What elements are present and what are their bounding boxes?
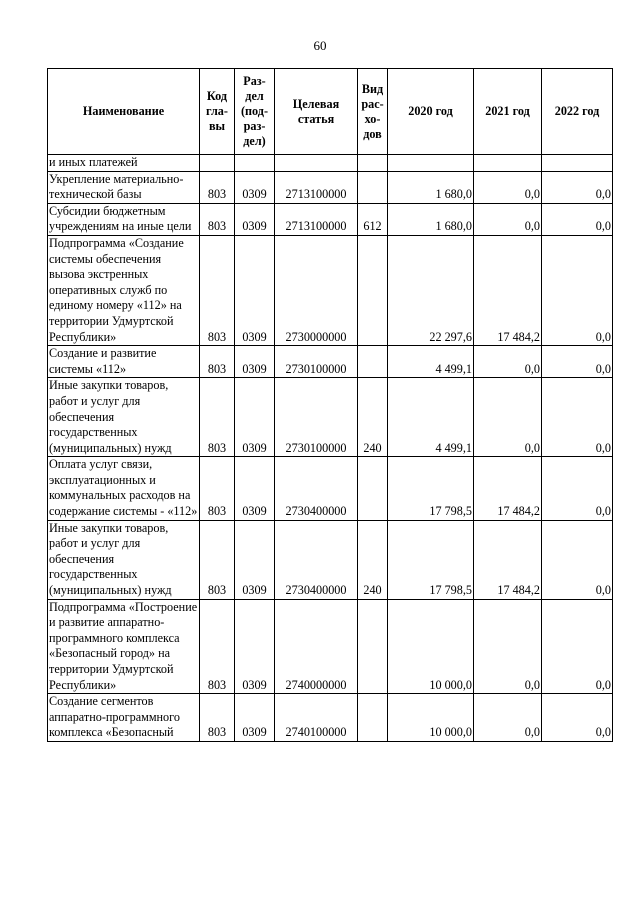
- cell-section: 0309: [235, 520, 275, 599]
- cell-name: Иные закупки товаров, работ и услуг для обеспечения государственных (муниципальных) нужд: [48, 378, 200, 457]
- header-name: Наименование: [48, 69, 200, 155]
- header-kind: Вид рас- хо- дов: [358, 69, 388, 155]
- header-section: Раз- дел (под- раз- дел): [235, 69, 275, 155]
- cell-section: 0309: [235, 599, 275, 694]
- cell-2022: 0,0: [542, 599, 613, 694]
- table-row: [48, 694, 613, 742]
- cell-section: 0309: [235, 378, 275, 457]
- table-row: [48, 155, 613, 172]
- cell-2020: 22 297,6: [388, 235, 474, 345]
- table-row: [48, 599, 613, 694]
- cell-code: 803: [200, 599, 235, 694]
- cell-section: 0309: [235, 171, 275, 203]
- table-row: [48, 203, 613, 235]
- page-number: 60: [313, 38, 327, 53]
- table-row: [48, 378, 613, 457]
- cell-target: 2713100000: [275, 203, 358, 235]
- cell-2020: 4 499,1: [388, 378, 474, 457]
- cell-2021: 0,0: [474, 203, 542, 235]
- header-row: [48, 69, 613, 155]
- cell-kind: 240: [358, 378, 388, 457]
- header-target: Целевая статья: [275, 69, 358, 155]
- cell-2021: 0,0: [474, 171, 542, 203]
- cell-target: 2713100000: [275, 171, 358, 203]
- cell-2021: 0,0: [474, 346, 542, 378]
- cell-2021: 0,0: [474, 378, 542, 457]
- cell-kind: [358, 457, 388, 520]
- cell-section: 0309: [235, 235, 275, 345]
- cell-2020: 1 680,0: [388, 171, 474, 203]
- cell-name: Иные закупки товаров, работ и услуг для обеспечения государственных (муниципальных) нужд: [48, 520, 200, 599]
- table-row: [48, 457, 613, 520]
- cell-name: Оплата услуг связи, эксплуатационных и коммунальных расходов на содержание системы - «112»: [48, 457, 200, 520]
- cell-2022: 0,0: [542, 171, 613, 203]
- cell-kind: [358, 599, 388, 694]
- cell-kind: [358, 235, 388, 345]
- table-row: [48, 346, 613, 378]
- cell-target: 2740100000: [275, 694, 358, 742]
- cell-kind: [358, 694, 388, 742]
- cell-section: 0309: [235, 203, 275, 235]
- cell-2022: 0,0: [542, 694, 613, 742]
- cell-code: 803: [200, 520, 235, 599]
- header-2020: 2020 год: [388, 69, 474, 155]
- cell-target: 2730100000: [275, 346, 358, 378]
- table-row: [48, 171, 613, 203]
- cell-target: 2730400000: [275, 520, 358, 599]
- cell-2022: 0,0: [542, 203, 613, 235]
- cell-2021: 17 484,2: [474, 235, 542, 345]
- cell-2021: 17 484,2: [474, 457, 542, 520]
- cell-2022: 0,0: [542, 346, 613, 378]
- cell-name: Создание и развитие системы «112»: [48, 346, 200, 378]
- cell-2022: [542, 155, 613, 172]
- cell-name: и иных платежей: [48, 155, 200, 172]
- cell-2021: 0,0: [474, 599, 542, 694]
- cell-code: [200, 155, 235, 172]
- table-row: [48, 520, 613, 599]
- cell-2020: 17 798,5: [388, 520, 474, 599]
- cell-2021: 17 484,2: [474, 520, 542, 599]
- cell-section: 0309: [235, 346, 275, 378]
- cell-2020: 4 499,1: [388, 346, 474, 378]
- cell-code: 803: [200, 346, 235, 378]
- table-row: [48, 235, 613, 345]
- cell-name: Подпрограмма «Построение и развитие аппаратно-программного комплекса «Безопасный город» на территории Удмуртской Республики»: [48, 599, 200, 694]
- cell-target: 2730100000: [275, 378, 358, 457]
- header-2022: 2022 год: [542, 69, 613, 155]
- cell-section: 0309: [235, 694, 275, 742]
- cell-name: Укрепление материально-технической базы: [48, 171, 200, 203]
- budget-table: [47, 68, 613, 742]
- cell-2022: 0,0: [542, 457, 613, 520]
- cell-code: 803: [200, 171, 235, 203]
- cell-code: 803: [200, 235, 235, 345]
- cell-2020: 10 000,0: [388, 694, 474, 742]
- cell-2022: 0,0: [542, 235, 613, 345]
- cell-section: [235, 155, 275, 172]
- cell-2020: [388, 155, 474, 172]
- cell-kind: [358, 155, 388, 172]
- cell-2022: 0,0: [542, 378, 613, 457]
- cell-2020: 1 680,0: [388, 203, 474, 235]
- cell-2020: 10 000,0: [388, 599, 474, 694]
- cell-kind: 240: [358, 520, 388, 599]
- cell-target: 2730400000: [275, 457, 358, 520]
- cell-2021: 0,0: [474, 694, 542, 742]
- cell-name: Подпрограмма «Создание системы обеспечения вызова экстренных оперативных служб по единому номеру «112» на территории Удмуртской Республики»: [48, 235, 200, 345]
- cell-code: 803: [200, 457, 235, 520]
- header-code: Код гла- вы: [200, 69, 235, 155]
- cell-kind: [358, 171, 388, 203]
- header-2021: 2021 год: [474, 69, 542, 155]
- cell-code: 803: [200, 203, 235, 235]
- cell-2021: [474, 155, 542, 172]
- cell-code: 803: [200, 694, 235, 742]
- cell-2022: 0,0: [542, 520, 613, 599]
- cell-target: 2730000000: [275, 235, 358, 345]
- cell-target: [275, 155, 358, 172]
- cell-2020: 17 798,5: [388, 457, 474, 520]
- cell-code: 803: [200, 378, 235, 457]
- cell-kind: 612: [358, 203, 388, 235]
- cell-name: Создание сегментов аппаратно-программного комплекса «Безопасный: [48, 694, 200, 742]
- cell-name: Субсидии бюджетным учреждениям на иные цели: [48, 203, 200, 235]
- cell-target: 2740000000: [275, 599, 358, 694]
- cell-section: 0309: [235, 457, 275, 520]
- cell-kind: [358, 346, 388, 378]
